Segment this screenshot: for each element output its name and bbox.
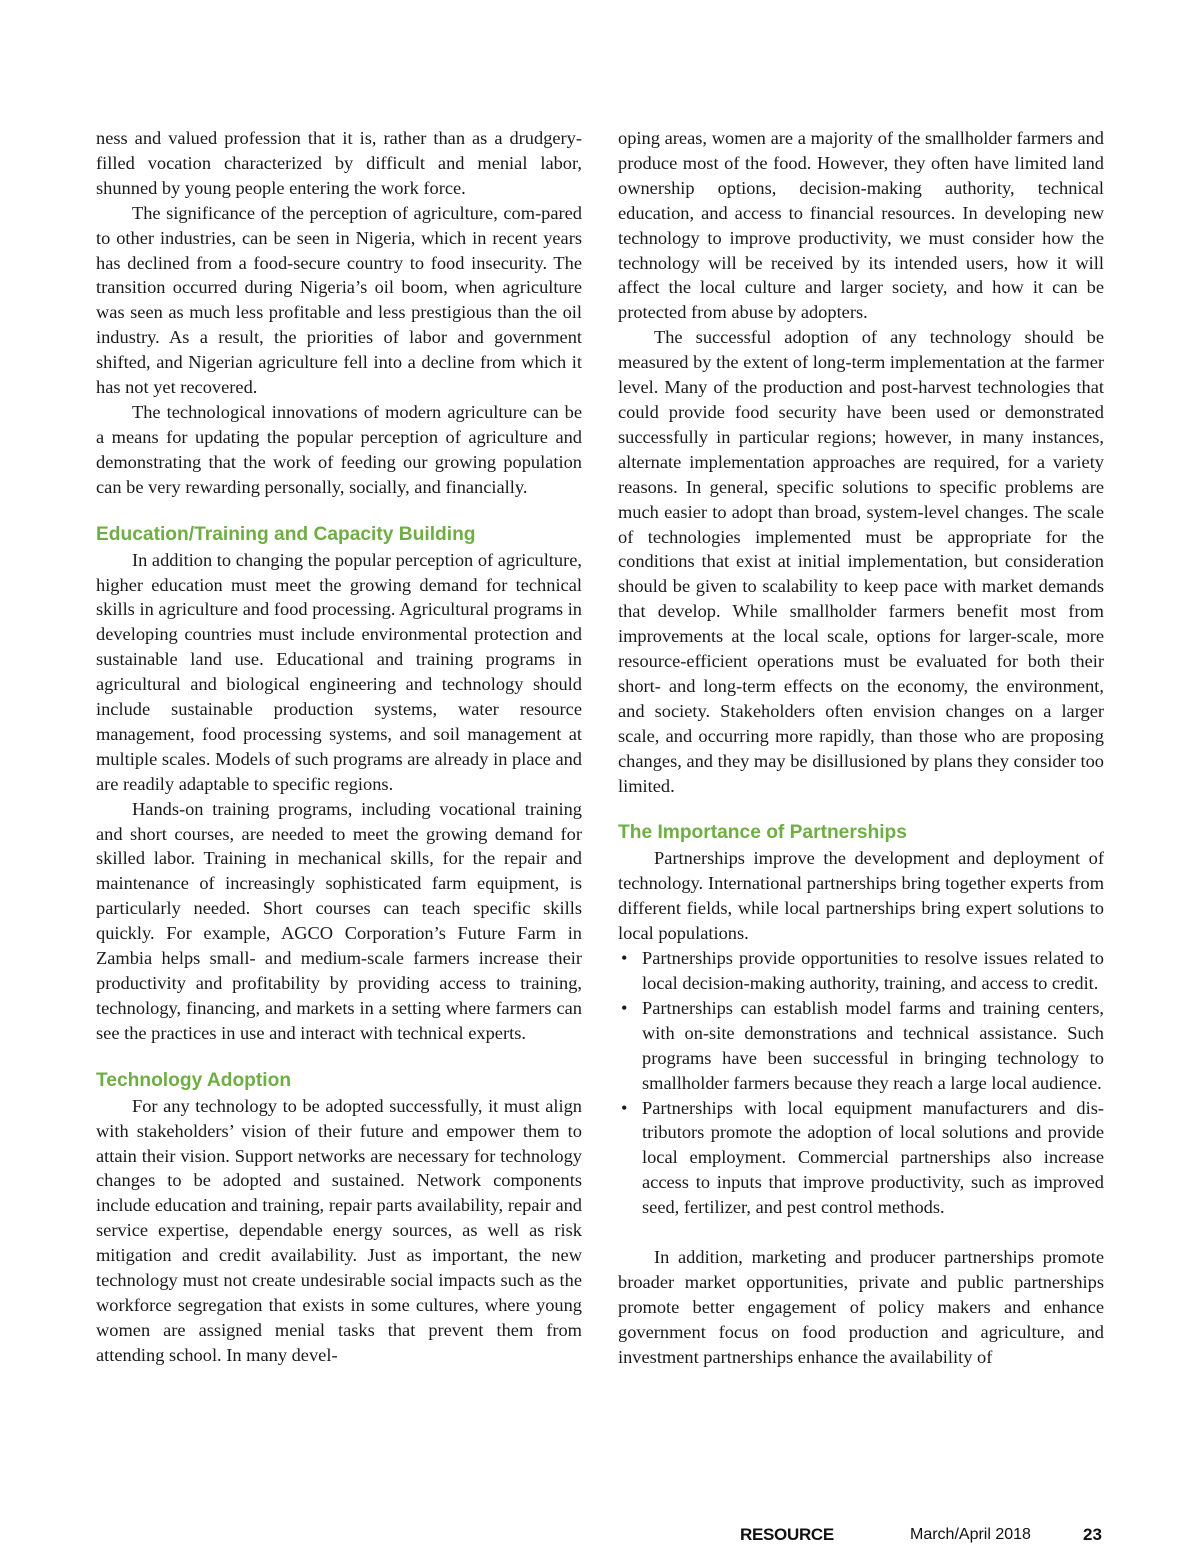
left-column xyxy=(96,126,582,1368)
list-item-text: Partnerships can establish model farms and training centers, with on-site demonstrations and technical assistance. Such programs have been successful in bringing technology to smallholder farmers because they reach a large local audience. xyxy=(642,997,1104,1093)
paragraph: In addition, marketing and producer partnerships promote broader market opportunities, private and public partnerships promote better engagement of policy makers and enhance government focus on food production and agriculture, and investment partnerships enhance the availability of xyxy=(618,1247,1104,1367)
list-item xyxy=(618,946,1104,996)
list-item xyxy=(618,996,1104,1096)
page-number: 23 xyxy=(1083,1525,1102,1544)
bullet-icon: • xyxy=(621,997,628,1018)
section-heading-technology-adoption: Technology Adoption xyxy=(96,1069,292,1091)
section-heading-partnerships: The Importance of Partnerships xyxy=(618,822,907,844)
list-item-text: Partnerships with local equipment manufacturers and distributors promote the adoption of local solutions and provide local employment. Commercial partnerships also increase access to inputs that improve productivity, such as improved seed, fertilizer, and pest control methods. xyxy=(642,1097,1104,1218)
list-item-text: Partnerships provide opportunities to resolve issues related to local decision-making authority, training, and access to credit. xyxy=(642,948,1104,993)
paragraph: The successful adoption of any technology should be measured by the extent of long-term implementation at the farmer level. Many of the production and post-harvest technologies that could provide food security have been used or demonstrated successfully in particular regions; however, in many instances, alternate implementation approaches are required, for a variety reasons. In general, specific solutions to specific problems are much easier to adopt than broad, system-level changes. The scale of technologies implemented must be appropriate for the conditions that exist at initial implementation, but consideration should be given to scalability to keep pace with market demands that develop. While smallholder farmers benefit most from improvements at the local scale, options for larger-scale, more resource-efficient operations must be evaluated for both their short- and long-term effects on the economy, the environment, and society. Stakeholders often envision changes on a larger scale, and occurring more rapidly, than those who are proposing changes, and they may be disillusioned by plans they consider too limited. xyxy=(618,327,1104,796)
section-heading-education: Education/Training and Capacity Building xyxy=(96,523,476,545)
paragraph: Hands-on training programs, including vocational training and short courses, are needed to meet the growing demand for skilled labor. Training in mechanical skills, for the repair and maintenance of increasingly sophisticated farm equipment, is particularly needed. Short courses can teach specific skills quickly. For example, AGCO Corporation’s Future Farm in Zambia helps small- and medium-scale farmers increase their productivity and profitability by providing access to training, technology, financing, and markets in a setting where farmers can see the practices in use and interact with technical experts. xyxy=(96,798,582,1043)
bullet-icon: • xyxy=(621,948,628,969)
footer-magazine-name: RESOURCE xyxy=(740,1525,834,1544)
paragraph: The significance of the perception of agriculture, com-pared to other industries, can be seen in Nigeria, which in recent years has declined from a food-secure country to food insecurity. The transition occurred during Nigeria’s oil boom, when agriculture was seen as much less profitable and less prestigious than the oil industry. As a result, the priorities of labor and government shifted, and Nigerian agriculture fell into a decline from which it has not yet recovered. xyxy=(96,202,582,398)
paragraph: Partnerships improve the development and deployment of technology. International partnerships bring together experts from different fields, while local partnerships bring expert solutions to local populations. xyxy=(618,848,1104,944)
right-column xyxy=(618,126,1104,1370)
list-item xyxy=(618,1096,1104,1221)
paragraph: In addition to changing the popular perception of agriculture, higher education must meet the growing demand for technical skills in agriculture and food processing. Agricultural programs in developing countries must include environmental protection and sustainable land use. Educational and training programs in agricultural and biological engineering and technology should include sustainable production systems, water resource management, food processing systems, and soil management at multiple scales. Models of such programs are already in place and are readily adaptable to specific regions. xyxy=(96,549,582,794)
bullet-icon: • xyxy=(621,1097,628,1118)
paragraph: The technological innovations of modern agriculture can be a means for updating the popular perception of agriculture and demonstrating that the work of feeding our growing population can be very rewarding personally, socially, and financially. xyxy=(96,401,582,497)
footer-issue-date: March/April 2018 xyxy=(910,1526,1031,1543)
bullet-list xyxy=(618,946,1104,1220)
paragraph: For any technology to be adopted successfully, it must align with stakeholders’ vision of their future and empower them to attain their vision. Support networks are necessary for technology changes to be adopted and sustained. Network components include education and training, repair parts availability, repair and service expertise, dependable energy sources, as well as risk mitigation and credit availability. Just as important, the new technology must not create undesirable social impacts such as the workforce segregation that exists in some cultures, where young women are assigned menial tasks that prevent them from attending school. In many devel- xyxy=(96,1095,582,1365)
paragraph: oping areas, women are a majority of the smallholder farmers and produce most of the food. However, they often have limited land ownership options, decision-making authority, technical education, and access to financial resources. In developing new technology to improve productivity, we must consider how the technology will be received by its intended users, how it will affect the local culture and larger society, and how it can be protected from abuse by adopters. xyxy=(618,128,1104,323)
paragraph: ness and valued profession that it is, rather than as a drudgery-filled vocation characterized by difficult and menial labor, shunned by young people entering the work force. xyxy=(96,128,582,198)
